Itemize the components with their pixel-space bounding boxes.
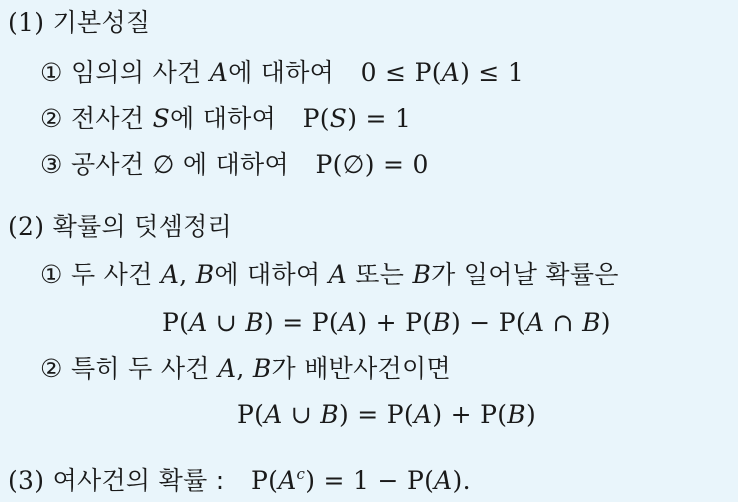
union-symbol: ∪ [207,308,246,337]
empty-set-symbol: ∅ [342,150,365,179]
section-number: (3) [8,466,45,495]
formula-part: ) + P( [432,400,508,429]
addition-item-1 [40,258,619,292]
item-suffix: 가 배반사건이면 [271,354,451,383]
formula-part: ) = 0 [364,150,429,179]
complement-superscript: c [296,465,306,483]
formula-part: ) [525,400,537,429]
section-1-heading [8,6,150,40]
addition-item-2 [40,352,451,386]
item-text: 공사건 [70,150,145,179]
section-title: 확률의 덧셈정리 [52,212,232,241]
item-text: 두 사건 [70,260,153,289]
event-variable: A [209,58,229,87]
item-marker: ② [40,104,63,133]
section-number: (1) [8,8,45,37]
item-text: 전사건 [70,104,145,133]
formula-part: P( [162,308,190,337]
formula-part: ) + P( [357,308,433,337]
formula-variable: A [434,466,453,495]
formula-variable: A [441,58,461,87]
formula-part: ) = 1 [347,104,412,133]
intersection-symbol: ∩ [544,308,583,337]
item-suffix: 에 대하여 [228,58,335,87]
property-item-2 [40,102,411,136]
formula-variable: A [338,308,358,337]
event-variable-a: A [328,260,348,289]
exclusive-formula [237,398,536,432]
event-variable: S [152,104,171,133]
formula-variable: S [329,104,348,133]
formula-variable: A [264,400,283,429]
item-text: 또는 [355,260,405,289]
comma: , [236,354,245,383]
formula-part: ) = P( [263,308,339,337]
formula-part: ) − P( [450,308,526,337]
formula-variable: B [582,308,601,337]
section-title: 기본성질 [52,8,151,37]
formula-variable: A [413,400,433,429]
event-variable-a: A [217,354,237,383]
formula-part: ) = P( [338,400,414,429]
formula-part: P( [251,466,279,495]
item-suffix: 에 대하여 [182,150,289,179]
property-item-3 [40,148,429,182]
comma: , [179,260,188,289]
item-text: 특히 두 사건 [70,354,210,383]
item-marker: ③ [40,150,63,179]
formula-variable: B [507,400,526,429]
section-2-heading [8,210,232,244]
item-suffix: 에 대하여 [214,260,321,289]
event-variable-a: A [160,260,180,289]
property-item-1 [40,56,524,90]
formula-variable: A [525,308,545,337]
formula-variable: B [320,400,339,429]
event-variable-b: B [412,260,432,289]
formula-part: ) ≤ 1 [460,58,525,87]
section-3-heading [8,464,471,498]
formula-part: ) = 1 − P( [305,466,435,495]
formula-part: P( [237,400,265,429]
event-variable-b: B [195,260,215,289]
formula-variable: A [189,308,208,337]
item-suffix: 에 대하여 [170,104,277,133]
addition-formula [162,306,611,340]
section-title: 여사건의 확률 : [52,466,225,495]
formula-part: ). [452,466,471,495]
event-variable-b: B [252,354,272,383]
formula-part: P( [315,150,343,179]
formula-variable: B [245,308,264,337]
item-suffix: 가 일어날 확률은 [431,260,619,289]
formula-part: P( [302,104,330,133]
item-marker: ① [40,260,63,289]
item-marker: ① [40,58,63,87]
section-number: (2) [8,212,45,241]
formula-part: 0 ≤ P( [360,58,442,87]
formula-part: ) [600,308,611,337]
item-marker: ② [40,354,63,383]
formula-variable: B [432,308,451,337]
empty-set-symbol: ∅ [152,150,175,179]
item-text: 임의의 사건 [70,58,202,87]
union-symbol: ∪ [282,400,321,429]
formula-variable: A [278,466,297,495]
